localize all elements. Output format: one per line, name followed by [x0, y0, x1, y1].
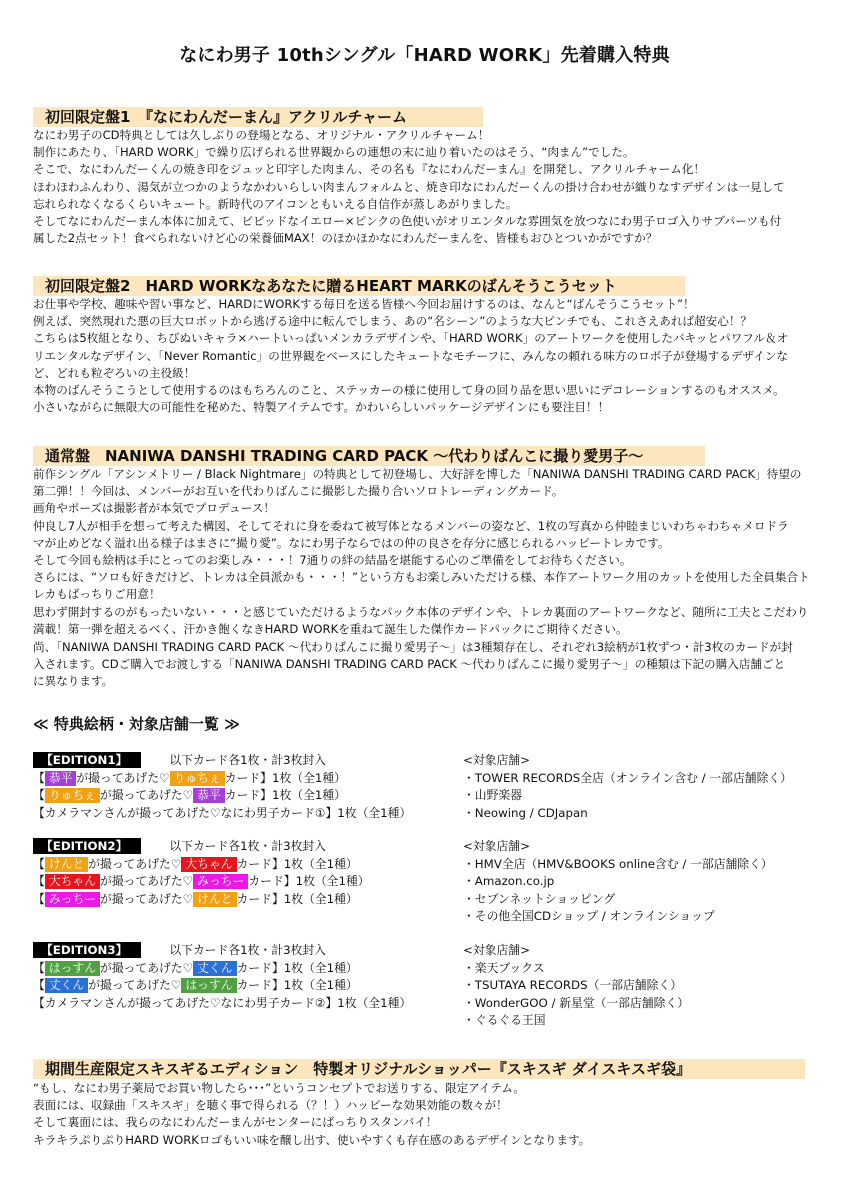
subject-tag: 恭平 [193, 788, 225, 803]
body-line: そこで、なにわんだーくんの焼き印をジュッと印字した肉まん、その名も『なにわんだーまん』を開発し、アクリルチャーム化！ [33, 162, 705, 177]
body-line: ほわほわふんわり、湯気が立つかのようなかわいらしい肉まんフォルムと、焼き印なにわんだーくんの掛け合わせが織りなすデザインは一見して [33, 179, 785, 194]
body-line: 前作シングル「アシンメトリー / Black Nightmare」の特典として初登場し、大好評を博した「NANIWA DANSHI TRADING CARD PACK」待望の [33, 467, 802, 481]
body-line: そして今回も絵柄は手にとってのお楽しみ・・・！7通りの絆の結晶を堪能する心のご準備をしてお待ちください。 [33, 553, 632, 568]
store-item: ・楽天ブックス [463, 960, 545, 975]
card-tail: カード】1枚（全1種） [248, 874, 370, 889]
card-line: 【 みっちー が撮ってあげた♡ けんと カード】1枚（全1種） [33, 891, 358, 906]
body-line: ど、どれも粒ぞろいの主役級！ [33, 365, 196, 380]
card-mid: が撮ってあげた♡ [100, 788, 194, 803]
edition-desc: 以下カード各1枚・計3枚封入 [169, 839, 326, 853]
subject-tag: けんと [193, 892, 236, 907]
card-line: 【 はっすん が撮ってあげた♡ 丈くん カード】1枚（全1種） [33, 960, 358, 975]
body-line: 小さいながらに無限大の可能性を秘めた、特製アイテムです。かわいらしいパッケージデザインにも要注目！！ [33, 400, 610, 415]
subject-tag: りゅちぇ [170, 771, 225, 786]
section-heading-limited-2: 初回限定盤2 HARD WORKなあなたに贈るHEART MARKのばんそうこうセット [33, 276, 685, 296]
body-line: 本物のばんそうこうとして使用するのはもちろんのこと、ステッカーの様に使用して身の回り品を思い思いにデコレーションするのもオススメ。 [33, 383, 785, 398]
store-item: ・TOWER RECORDS全店（オンライン含む / 一部店舗除く） [463, 770, 792, 785]
body-line: そしてなにわんだーまん本体に加えて、ビビッドなイエロー×ピンクの色使いがオリエンタルな雰囲気を放つなにわ男子ロゴ入りサブパーツも付 [33, 214, 782, 229]
edition-3-stores [463, 942, 689, 1030]
body-line: 満載！第一弾を超えるべく、汗かき飽くなきHARD WORKを重ねて誕生した傑作カードパックにご期待ください。 [33, 621, 628, 636]
body-line: 例えば、突然現れた悪の巨大ロボットから逃げる途中に転んでしまう、あの“名シーン”のような大ピンチでも、これさえあれば超安心！？ [33, 314, 753, 329]
body-line: なにわ男子のCD特典としては久しぶりの登場となる、オリジナル・アクリルチャーム！ [33, 128, 490, 142]
section-heading-shopper: 期間生産限定スキスギるエディション 特製オリジナルショッパー『スキスギ ダイスキスギ袋』 [33, 1059, 805, 1079]
note-line: 尚、「NANIWA DANSHI TRADING CARD PACK 〜代わりばんこに撮り愛男子〜」は3種類存在し、それぞれ3絵柄が1枚ずつ・計3枚のカードが封 [33, 640, 793, 654]
store-item: ・その他全国CDショップ / オンラインショップ [463, 909, 715, 924]
section-heading-limited-1: 初回限定盤1 『なにわんだーまん』アクリルチャーム [33, 107, 483, 127]
body-line: キラキラぷりぷりHARD WORKロゴもいい味を醸し出す、使いやすくも存在感のあるデザインとなります。 [33, 1132, 591, 1147]
body-line: そして裏面には、我らのなにわんだーまんがセンターにばっちりスタンバイ！ [33, 1115, 438, 1130]
body-line: マが止めどなく溢れ出る様子はまさに“撮り愛”。なにわ男子ならではの仲の良さを存分に感じられるハッピートレカです。 [33, 535, 670, 550]
store-item: ・セブンネットショッピング [463, 891, 616, 906]
card-mid: が撮ってあげた♡ [100, 960, 194, 975]
body-line: 仲良し7人が相手を想って考えた構図、そしてそれに身を委ねて被写体となるメンバーの姿など、1枚の写真から仲睦まじいわちゃわちゃメロドラ [33, 518, 789, 533]
section-body-limited-2 [33, 296, 823, 416]
photographer-tag: りゅちぇ [45, 788, 100, 803]
card-line: 【 りゅちぇ が撮ってあげた♡ 恭平 カード】1枚（全1種） [33, 788, 346, 803]
edition-1-stores [463, 752, 792, 822]
body-line: 思わず開封するのがもったいない・・・と感じていただけるようなパック本体のデザインや、トレカ裏面のアートワークなど、随所に工夫とこだわり [33, 604, 809, 619]
edition-header [33, 942, 833, 960]
body-line: 画角やポーズは撮影者が本気でプロデュース！ [33, 501, 275, 516]
card-mid: が撮ってあげた♡ [100, 891, 194, 906]
store-item: ・山野楽器 [463, 788, 522, 803]
card-tail: カード】1枚（全1種） [236, 960, 358, 975]
subject-tag: みっちー [193, 874, 248, 889]
card-line: 【 大ちゃん が撮ってあげた♡ みっちー カード】1枚（全1種） [33, 874, 370, 889]
card-mid: が撮ってあげた♡ [88, 856, 182, 871]
photographer-tag: 丈くん [45, 978, 88, 993]
card-mid: が撮ってあげた♡ [76, 770, 170, 785]
photographer-tag: 恭平 [45, 771, 77, 786]
body-line: 属した2点セット！食べられないけど心の栄養価MAX！のほかほかなにわんだーまんを、皆様もおひとついかがですか？ [33, 231, 658, 246]
note-line: 入されます。CDご購入でお渡しする「NANIWA DANSHI TRADING CARD PACK 〜代わりばんこに撮り愛男子〜」の種類は下記の購入店舗ごと [33, 657, 786, 672]
card-line: 【 恭平 が撮ってあげた♡ りゅちぇ カード】1枚（全1種） [33, 770, 346, 785]
edition-list-heading: ≪ 特典絵柄・対象店舗一覧 ≫ [33, 715, 240, 733]
edition-badge: 【EDITION3】 [33, 942, 141, 958]
card-tail: カード】1枚（全1種） [236, 891, 358, 906]
edition-desc: 以下カード各1枚・計3枚封入 [169, 753, 326, 767]
photographer-tag: 大ちゃん [45, 874, 100, 889]
body-line: さらには、“ソロも好きだけど、トレカは全員派かも・・・！”という方もお楽しみいただける様、本作アートワーク用のカットを使用した全員集合ト [33, 570, 810, 585]
section-note-regular [33, 639, 823, 691]
body-line: 表面には、収録曲「スキスギ」を聴く事で得られる（？！）ハッピーな効果効能の数々が！ [33, 1098, 508, 1113]
photographer-tag: けんと [45, 857, 88, 872]
body-line: こちらは5枚組となり、ちびぬいキャラ×ハートいっぱいメンカラデザインや、「HARD WORK」のアートワークを使用したバキッとパワフル＆オ [33, 331, 789, 346]
card-mid: が撮ってあげた♡ [100, 874, 194, 889]
body-line: 制作にあたり、「HARD WORK」で繰り広げられる世界観からの連想の末に辿り着いたのはそう、“肉まん”でした。 [33, 145, 635, 160]
edition-badge: 【EDITION2】 [33, 838, 141, 854]
edition-2-stores [463, 838, 773, 926]
store-item: ・HMV全店（HMV&BOOKS online含む / 一部店舗除く） [463, 856, 773, 871]
body-line: 忘れられなくなるくらいキュート。新時代のアイコンともいえる自信作が蒸しあがりました。 [33, 196, 518, 211]
page-title: なにわ男子 10thシングル「HARD WORK」先着購入特典 [179, 45, 670, 66]
edition-3-cards [33, 942, 833, 1012]
body-line: お仕事や学校、趣味や習い事など、HARDにWORKする毎日を送る皆様へ今回お届けするのは、なんと“ばんそうこうセット”！ [33, 297, 695, 311]
card-line: 【 丈くん が撮ってあげた♡ はっすん カード】1枚（全1種） [33, 978, 358, 993]
store-item: ・Amazon.co.jp [463, 874, 555, 889]
stores-label: <対象店舗> [463, 839, 530, 853]
card-tail: カード】1枚（全1種） [236, 978, 358, 993]
edition-badge: 【EDITION1】 [33, 752, 141, 768]
section-body-regular [33, 466, 823, 638]
store-item: ・Neowing / CDJapan [463, 805, 588, 820]
stores-label: <対象店舗> [463, 943, 530, 957]
subject-tag: 丈くん [193, 961, 236, 976]
section-body-shopper [33, 1080, 823, 1149]
store-item: ・TSUTAYA RECORDS（一部店舗除く） [463, 978, 682, 993]
subject-tag: 大ちゃん [181, 857, 236, 872]
edition-desc: 以下カード各1枚・計3枚封入 [169, 943, 326, 957]
body-line: レカもばっちりご用意！ [33, 587, 161, 602]
card-tail: カード】1枚（全1種） [224, 770, 346, 785]
body-line: 第二弾！！今回は、メンバーがお互いを代わりばんこに撮影した撮り合いソロトレーディングカード。 [33, 484, 564, 499]
body-line: リエンタルなデザイン、「Never Romantic」の世界観をベースにしたキュートなモチーフに、みんなの頼れる味方のロボ子が登場するデザインな [33, 348, 789, 363]
card-line: 【カメラマンさんが撮ってあげた♡なにわ男子カード①】1枚（全1種） [33, 805, 412, 820]
card-tail: カード】1枚（全1種） [224, 788, 346, 803]
card-mid: が撮ってあげた♡ [88, 978, 182, 993]
card-line: 【 けんと が撮ってあげた♡ 大ちゃん カード】1枚（全1種） [33, 856, 358, 871]
section-body-limited-1 [33, 127, 823, 247]
section-heading-regular: 通常盤 NANIWA DANSHI TRADING CARD PACK 〜代わりばんこに撮り愛男子〜 [33, 446, 705, 466]
stores-label: <対象店舗> [463, 753, 530, 767]
body-line: “もし、なにわ男子薬局でお買い物したら･･･”というコンセプトでお送りする、限定アイテム。 [33, 1081, 525, 1095]
card-line: 【カメラマンさんが撮ってあげた♡なにわ男子カード②】1枚（全1種） [33, 995, 412, 1010]
photographer-tag: はっすん [45, 961, 100, 976]
subject-tag: はっすん [181, 978, 236, 993]
store-item: ・ぐるぐる王国 [463, 1013, 546, 1028]
note-line: に異なります。 [33, 674, 114, 689]
card-tail: カード】1枚（全1種） [236, 856, 358, 871]
photographer-tag: みっちー [45, 892, 100, 907]
store-item: ・WonderGOO / 新星堂（一部店舗除く） [463, 995, 690, 1010]
